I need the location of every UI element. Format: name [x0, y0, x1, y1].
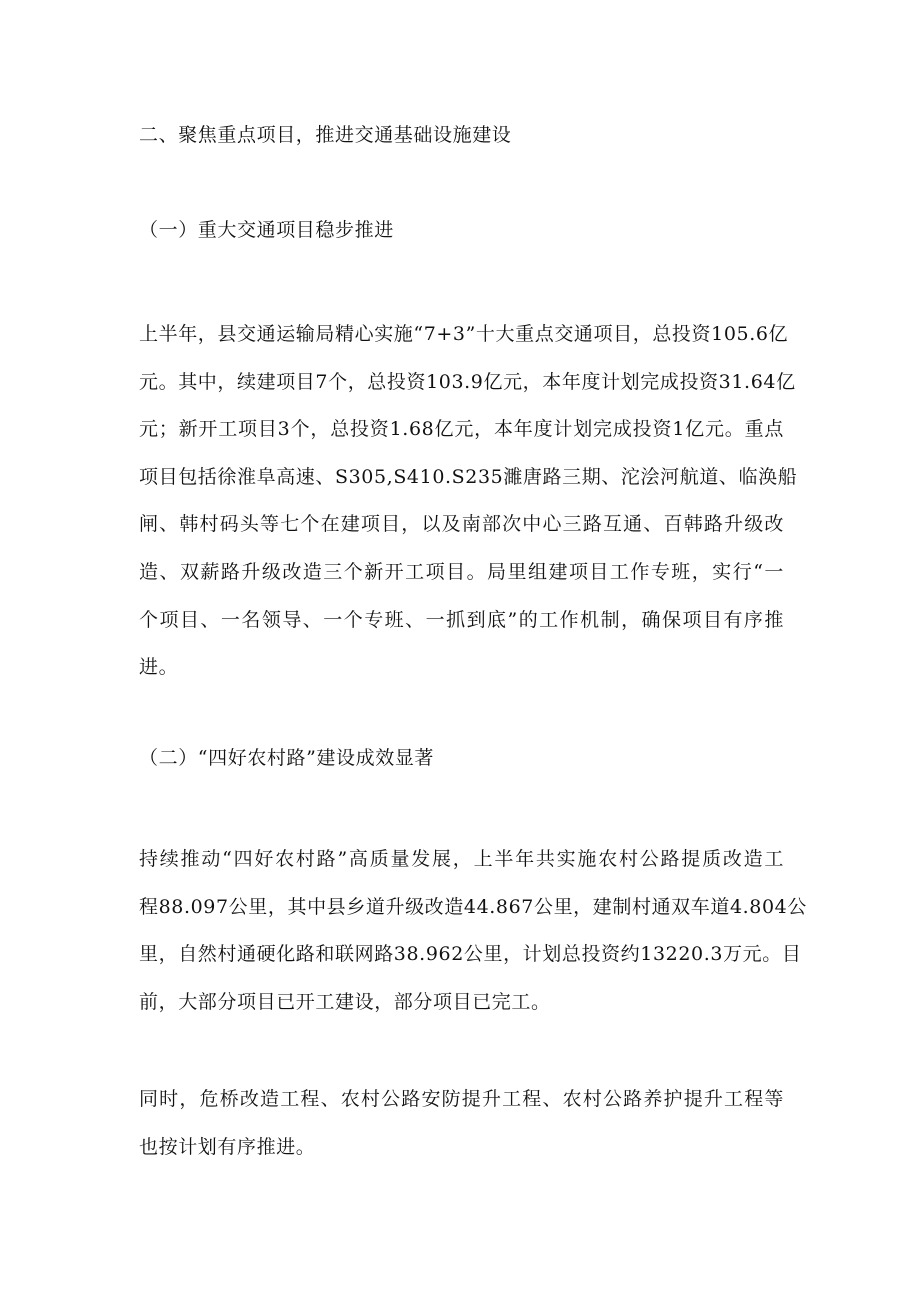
paragraph-line: 项目包括徐淮阜高速、S305,S410.S235濉唐路三期、沱浍河航道、临涣船 [139, 465, 798, 488]
paragraph-line: 元；新开工项目3个，总投资1.68亿元，本年度计划完成投资1亿元。重点 [139, 418, 784, 441]
paragraph-line: 上半年，县交通运输局精心实施“7+3”十大重点交通项目，总投资105.6亿 [139, 323, 789, 345]
paragraph-line: 持续推动“四好农村路”高质量发展，上半年共实施农村公路提质改造工 [139, 848, 784, 870]
subsection-title-1-text: （一）重大交通项目稳步推进 [139, 219, 394, 241]
paragraph-line: 闸、韩村码头等七个在建项目，以及南部次中心三路互通、百韩路升级改 [139, 513, 784, 536]
paragraph-line: 个项目、一名领导、一个专班、一抓到底”的工作机制，确保项目有序推 [139, 608, 784, 631]
paragraph-line: 同时，危桥改造工程、农村公路安防提升工程、农村公路养护提升工程等 [139, 1088, 784, 1110]
paragraph-line: 造、双薪路升级改造三个新开工项目。局里组建项目工作专班，实行“一 [139, 560, 784, 583]
paragraph-line: 进。 [139, 656, 179, 679]
paragraph-line: 元。其中，续建项目7个，总投资103.9亿元，本年度计划完成投资31.64亿 [139, 370, 796, 393]
paragraph-rural-roads [139, 836, 807, 1026]
subsection-title-2-text: （二）“四好农村路”建设成效显著 [139, 747, 435, 769]
paragraph-line: 前，大部分项目已开工建设，部分项目已完工。 [139, 990, 551, 1013]
section-heading-text: 二、聚焦重点项目，推进交通基础设施建设 [139, 124, 512, 146]
section-heading [139, 120, 784, 150]
paragraph-major-projects [139, 311, 798, 692]
paragraph-line: 也按计划有序推进。 [139, 1135, 316, 1158]
subsection-title-2 [139, 743, 784, 773]
paragraph-line: 里，自然村通硬化路和联网路38.962公里，计划总投资约13220.3万元。目 [139, 943, 802, 965]
paragraph-line: 程88.097公里，其中县乡道升级改造44.867公里，建制村通双车道4.804公 [139, 895, 807, 918]
paragraph-other-projects [139, 1076, 784, 1171]
subsection-title-1 [139, 215, 784, 245]
